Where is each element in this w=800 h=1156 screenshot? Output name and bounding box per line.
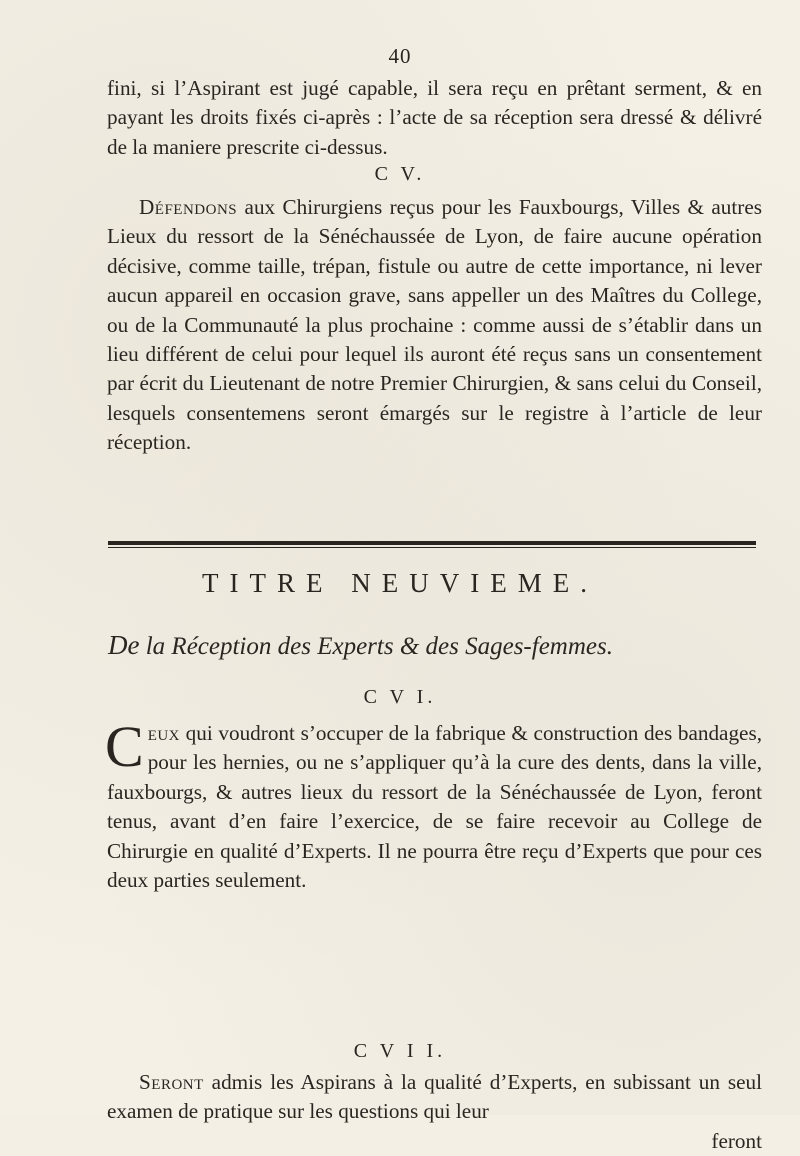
section-title: TITRE NEUVIEME. xyxy=(202,568,598,598)
paragraph-continuation-text: fini, si l’Aspirant est jugé capable, il sera reçu en prêtant serment, & en payant les droits fixés ci-après : l’acte de sa réception sera dressé & délivré de la maniere prescrite ci-dessus. xyxy=(107,76,762,159)
paragraph-continuation xyxy=(107,74,762,162)
article-cvii-paragraph xyxy=(107,1068,762,1156)
article-cvi-body: qui voudront s’occuper de la fabrique & construction des bandages, pour les hernies, ou ne s’appliquer qu’à la cure des dents, dans la ville, fauxbourgs, & autres lieux du ressort de la Sénéchaussée de Lyon, feront tenus, avant d’en faire l’exercice, de se faire recevoir au College de Chirurgie en qualité d’Experts. Il ne pourra être reçu d’Experts que pour ces deux parties seulement. xyxy=(107,721,762,893)
article-cvi-paragraph xyxy=(105,714,762,895)
article-cv-paragraph xyxy=(107,193,762,458)
article-cvi-lead: eux xyxy=(147,721,181,745)
article-cv-lead: Défendons xyxy=(139,195,238,219)
article-number-cv: C V. xyxy=(374,163,426,185)
drop-cap-initial: C xyxy=(105,714,144,779)
page-number: 40 xyxy=(388,44,412,68)
section-subtitle-text: la Réception des Experts & des Sages-femmes. xyxy=(139,633,613,660)
article-cvi-text xyxy=(105,714,762,895)
article-cvii-body: admis les Aspirans à la qualité d’Experts, en subissant un seul examen de pratique sur les questions qui leur xyxy=(107,1070,762,1124)
article-number-cvi: C V I. xyxy=(363,686,437,708)
article-cvii-text xyxy=(107,1068,762,1127)
section-divider-thin xyxy=(108,547,756,548)
catchword: feront xyxy=(711,1128,762,1153)
section-subtitle xyxy=(108,630,758,661)
article-cvii-lead: Seront xyxy=(139,1070,204,1094)
article-number-cvii: C V I I. xyxy=(353,1040,447,1062)
section-divider-thick xyxy=(108,541,756,545)
article-cv-text xyxy=(107,193,762,458)
article-cv-body: aux Chirurgiens reçus pour les Fauxbourgs, Villes & autres Lieux du ressort de la Sénéchaussée de Lyon, de faire aucune opération décisive, comme taille, trépan, fistule ou autre de cette importance, ni lever aucun appareil en occasion grave, sans appeller un des Maîtres du College, ou de la Communauté la plus prochaine : comme aussi de s’établir dans un lieu différent de celui pour lequel ils auront été reçus sans un consentement par écrit du Lieutenant de notre Premier Chirurgien, & sans celui du Conseil, lesquels consentemens seront émargés sur le registre à l’article de leur réception. xyxy=(107,195,762,455)
section-subtitle-de: De xyxy=(108,630,140,660)
